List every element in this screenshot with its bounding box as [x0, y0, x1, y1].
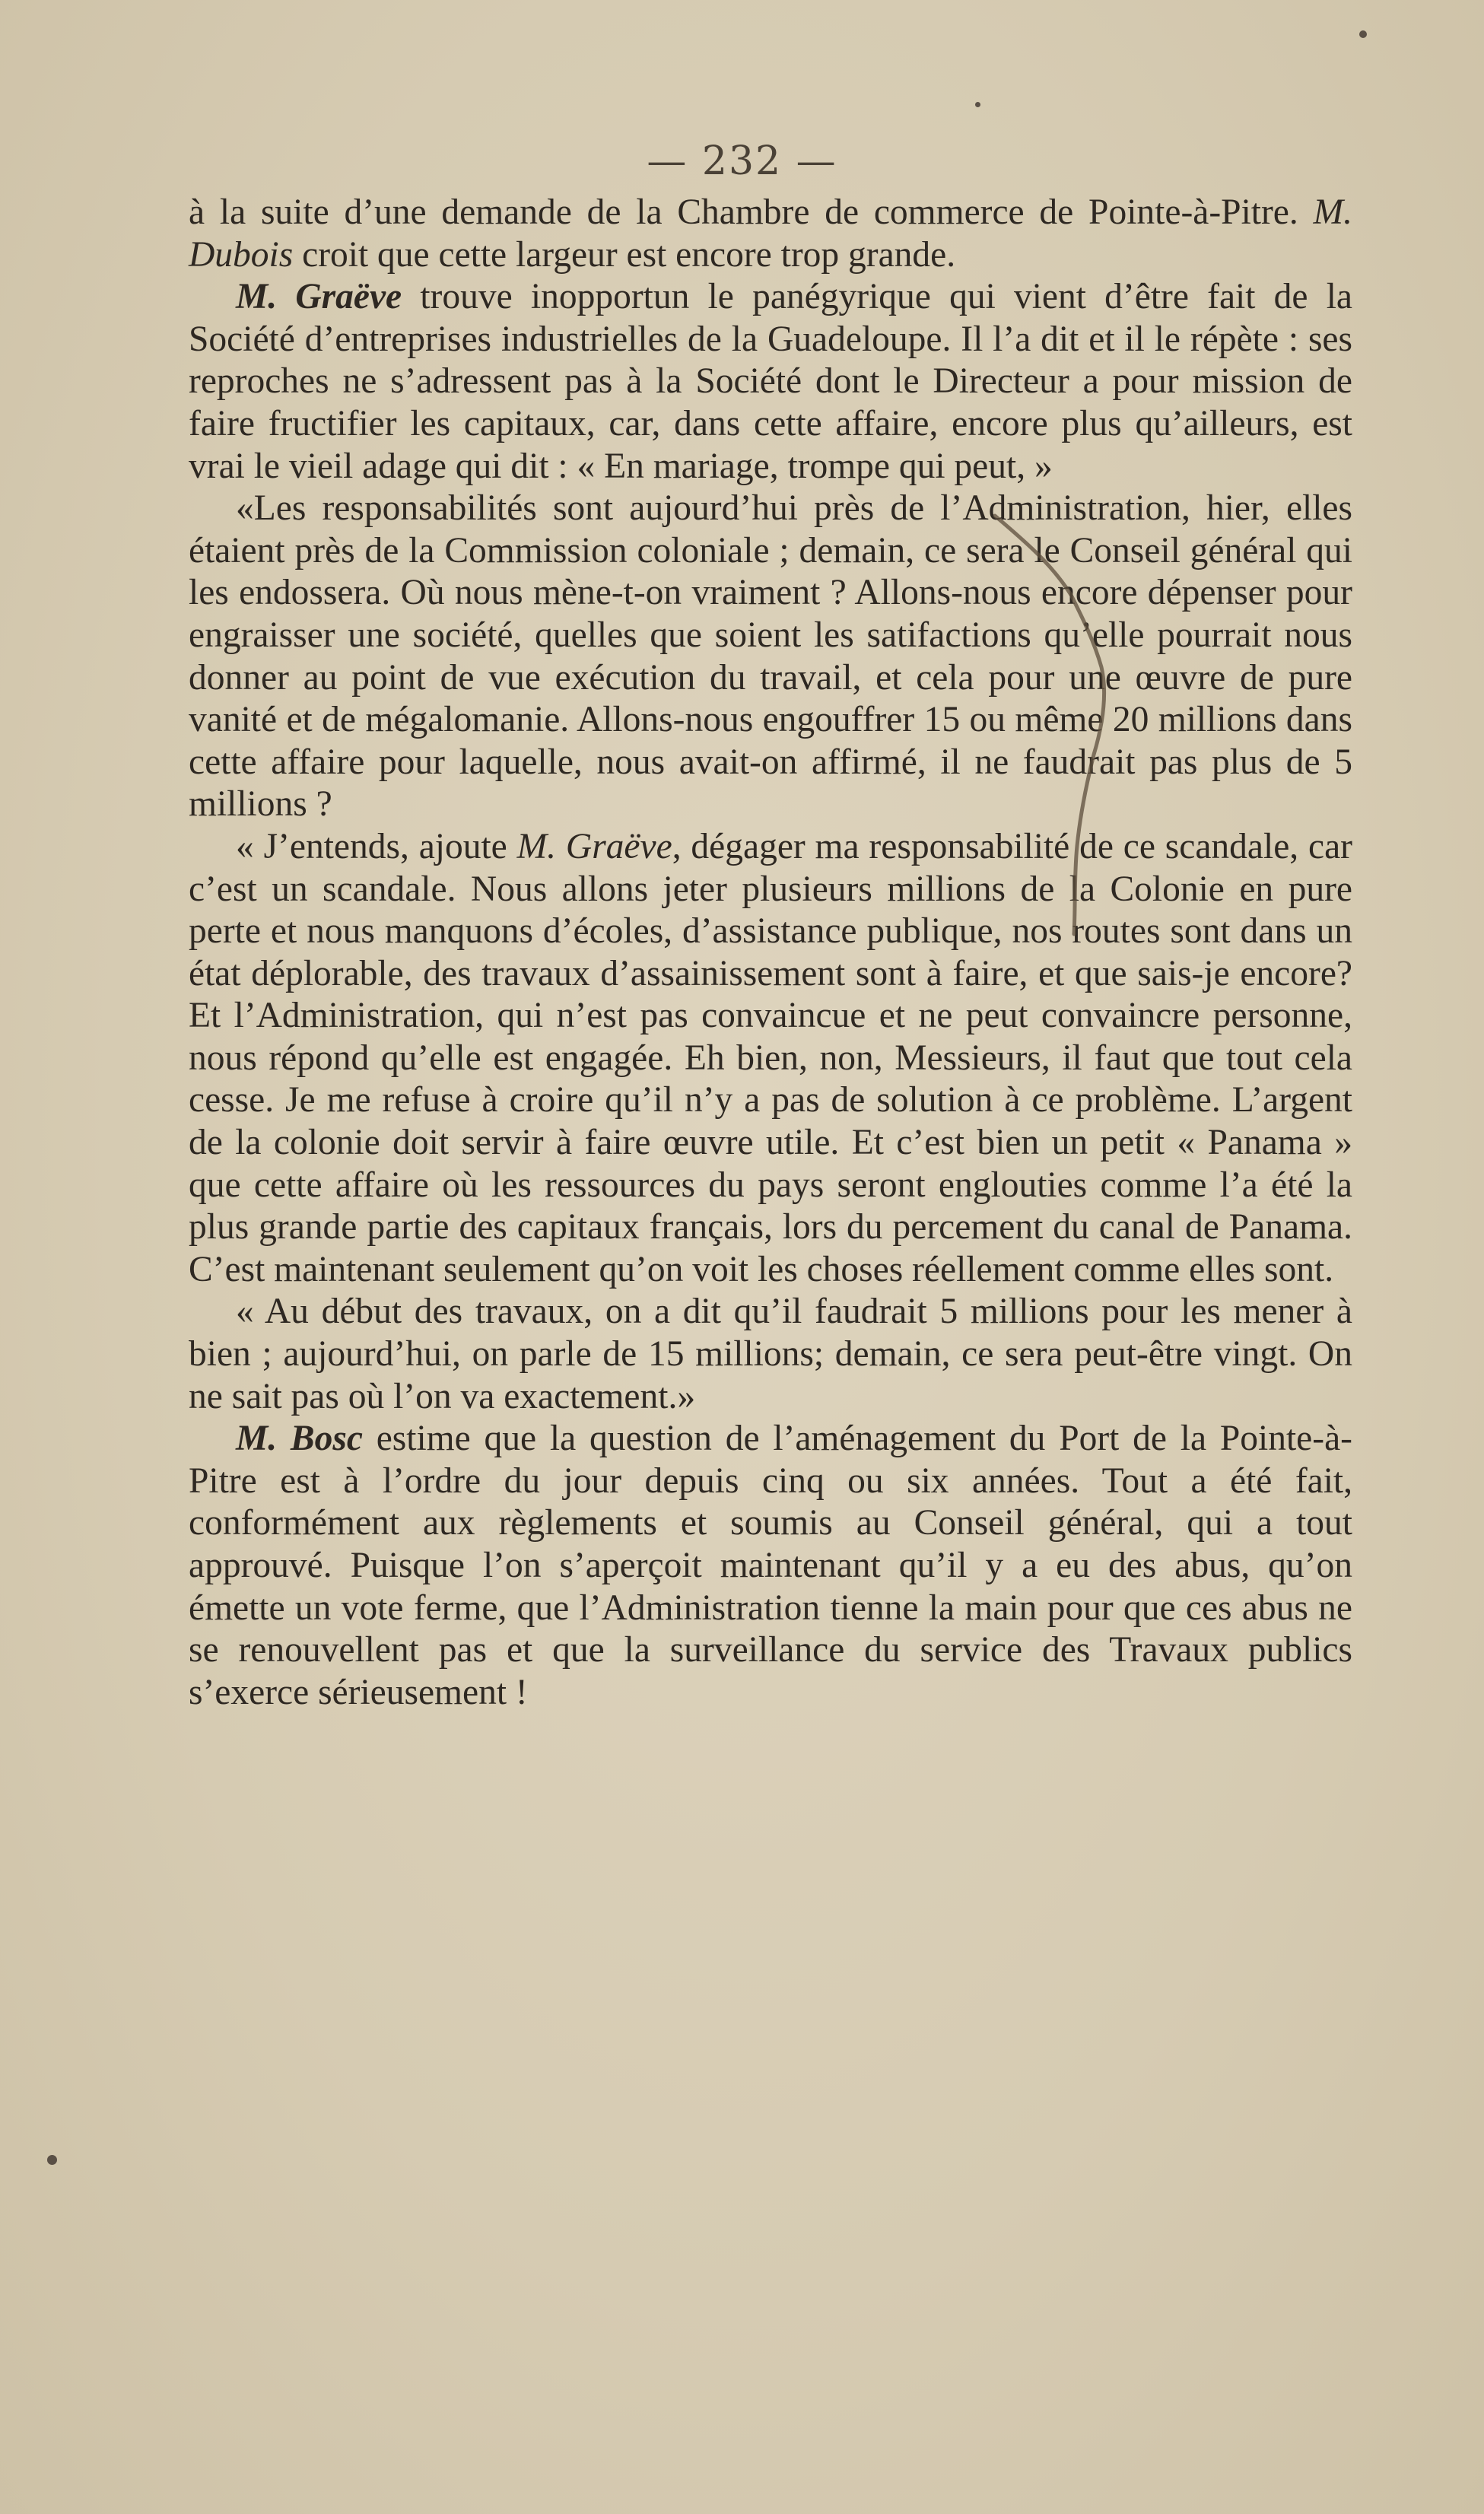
paragraph-text: , dégager ma responsabilité de ce scandale, car c’est un scandale. Nous allons jeter plusieurs millions de la Colonie en pure perte et nous manquons d’écoles, d’assistance publique, nos routes sont dans un état déplorable, des travaux d’assainissement sont à faire, et que sais-je encore? Et l’Administration, qui n’est pas convaincue et ne peut convaincre personne, nous répond qu’elle est engagée. Eh bien, non, Messieurs, il faut que tout cela cesse. Je me refuse à croire qu’il n’y a pas de solution à ce problème. L’argent de la colonie doit servir à faire œuvre utile. Et c’est bien un petit « Panama » que cette affaire où les ressources du pays seront englouties comme l’a été la plus grande partie des capitaux français, lors du percement du canal de Panama. C’est maintenant seulement qu’on voit les choses réellement comme elles sont.	[189, 826, 1352, 1289]
paragraph-text: « Au début des travaux, on a dit qu’il faudrait 5 millions pour les mener à bien ; aujourd’hui, on parle de 15 millions; demain, ce sera peut-être vingt. On ne sait pas où l’on va exactement.»	[189, 1292, 1352, 1416]
paragraph-text: « J’entends, ajoute	[236, 826, 517, 866]
speck	[1359, 30, 1367, 38]
page-number: — 232 —	[647, 138, 837, 184]
speaker-name: M. Graëve	[516, 826, 672, 866]
speaker-name: M. Bosc	[236, 1419, 363, 1459]
paragraph-4	[189, 826, 1352, 1292]
paragraph-3	[189, 488, 1352, 826]
paragraph-text: croit que cette largeur est encore trop grande.	[293, 234, 956, 275]
speck	[47, 2155, 57, 2165]
speaker-name: M. Graëve	[236, 277, 402, 317]
paragraph-text: à la suite d’une demande de la Chambre de commerce de Pointe-à-Pitre.	[189, 192, 1314, 232]
paragraph-1	[189, 192, 1352, 276]
paragraph-6	[189, 1418, 1352, 1714]
paragraph-text: estime que la question de l’aménagement du Port de la Pointe-à-Pitre est à l’ordre du jour depuis cinq ou six années. Tout a été fait, conformément aux règlements et soumis au Conseil général, qui a tout approuvé. Puisque l’on s’aperçoit maintenant qu’il y a eu des abus, qu’on émette un vote ferme, que l’Administration tienne la main pour que ces abus ne se renouvellent pas et que la surveillance du service des Travaux publics s’exerce sérieusement !	[189, 1419, 1352, 1712]
paragraph-5	[189, 1291, 1352, 1418]
body-text	[189, 192, 1352, 1714]
paragraph-text: «Les responsabilités sont aujourd’hui près de l’Administration, hier, elles étaient près de la Commission coloniale ; demain, ce sera le Conseil général qui les endossera. Où nous mène-t-on vraiment ? Allons-nous encore dépenser pour engraisser une société, quelles que soient les satifactions qu’elle pourrait nous donner au point de vue exécution du travail, et cela pour une œuvre de pure vanité et de mégalomanie. Allons-nous engouffrer 15 ou même 20 millions dans cette affaire pour laquelle, nous avait-on affirmé, il ne faudrait pas plus de 5 millions ?	[189, 488, 1352, 825]
paragraph-text: trouve inopportun le panégyrique qui vient d’être fait de la Société d’entreprises industrielles de la Guadeloupe. Il l’a dit et il le répète : ses reproches ne s’adressent pas à la Société dont le Directeur a pour mission de faire fructifier les capitaux, car, dans cette affaire, encore plus qu’ailleurs, est vrai le vieil adage qui dit : « En mariage, trompe qui peut, »	[189, 277, 1352, 486]
paragraph-2	[189, 276, 1352, 488]
speck	[975, 102, 980, 107]
speaker-name: M. Dubois	[189, 192, 1352, 275]
